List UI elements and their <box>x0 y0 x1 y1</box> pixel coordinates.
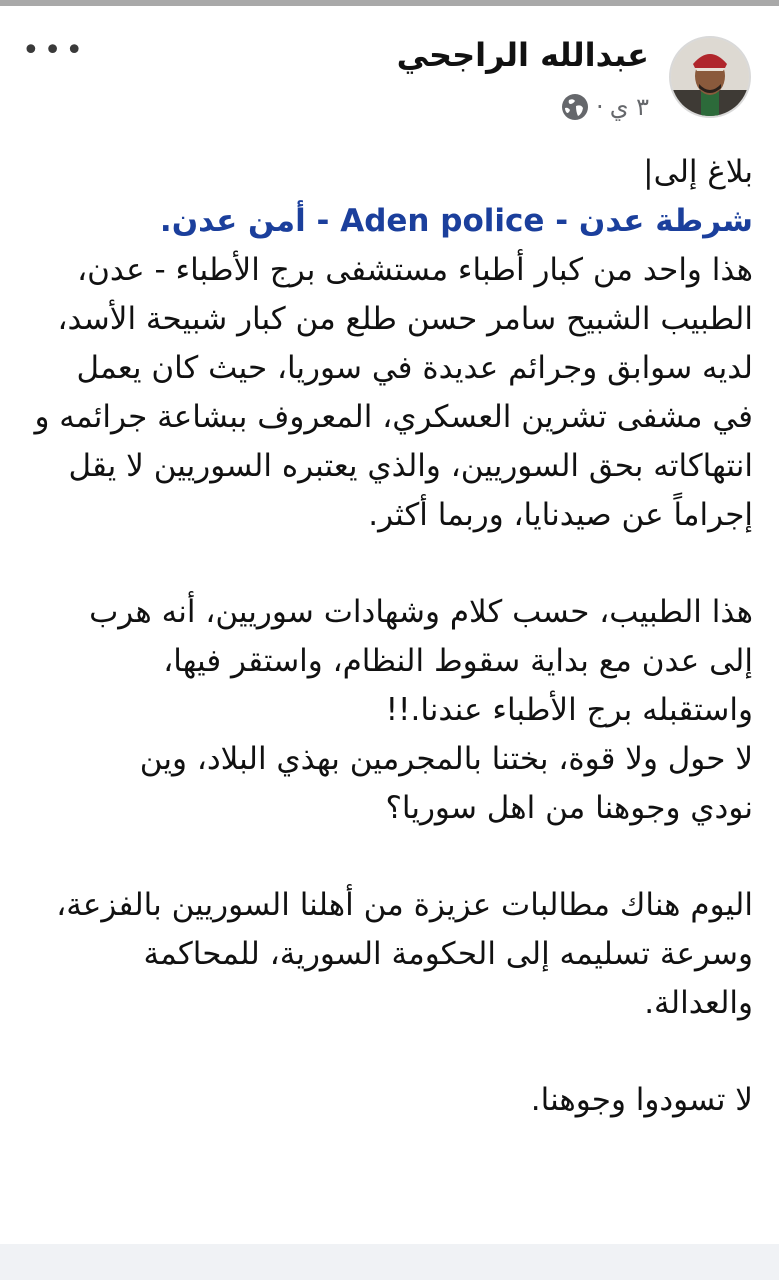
tag-end: . <box>159 203 172 239</box>
tag-separator: - <box>544 203 579 239</box>
tag-separator: - <box>305 203 341 239</box>
post-line: بلاغ إلى| <box>643 154 753 190</box>
post-line: لا حول ولا قوة، بختنا بالمجرمين بهذي البلاد، وين <box>139 741 753 777</box>
post-line: إلى عدن مع بداية سقوط النظام، واستقر فيها، <box>163 643 753 679</box>
feed-separator <box>0 1244 779 1280</box>
author-name[interactable]: عبدالله الراجحي <box>396 36 649 74</box>
post-line: والعدالة. <box>644 985 753 1021</box>
post-line: لديه سوابق وجرائم عديدة في سوريا، حيث كان يعمل <box>76 350 753 386</box>
more-options-icon[interactable]: ••• <box>22 33 88 68</box>
post-line: الطبيب الشبيح سامر حسن طلع من كبار شبيحة الأسد، <box>57 301 753 337</box>
globe-icon <box>560 92 590 122</box>
post-line: إجراماً عن صيدنايا، وربما أكثر. <box>368 497 753 533</box>
post-line: لا تسودوا وجوهنا. <box>530 1082 753 1118</box>
post-line: نودي وجوهنا من اهل سوريا؟ <box>385 790 753 826</box>
post-meta <box>560 92 649 122</box>
tag-aden-police-ar[interactable]: شرطة عدن <box>578 203 753 239</box>
post-line: واستقبله برج الأطباء عندنا.!! <box>385 692 753 728</box>
post-header <box>0 6 779 136</box>
post-line: في مشفى تشرين العسكري، المعروف ببشاعة جرائمه و <box>34 399 753 435</box>
tag-aden-police-en[interactable]: Aden police <box>340 203 545 239</box>
meta-dot: · <box>596 93 604 121</box>
profile-photo <box>671 38 749 116</box>
tag-aden-security[interactable]: أمن عدن <box>171 203 306 239</box>
post-line: وسرعة تسليمه إلى الحكومة السورية، للمحاكمة <box>143 936 753 972</box>
post-time[interactable]: ٣ ي <box>609 93 649 121</box>
post-line: اليوم هناك مطالبات عزيزة من أهلنا السوريين بالفزعة، <box>56 887 753 923</box>
post-text <box>21 148 753 1125</box>
paragraph-gap <box>21 833 753 881</box>
post-line: هذا الطبيب، حسب كلام وشهادات سوريين، أنه هرب <box>89 594 753 630</box>
paragraph-gap <box>21 540 753 588</box>
post-tags-line <box>21 197 753 246</box>
paragraph-gap <box>21 1028 753 1076</box>
post-line: انتهاكاته بحق السوريين، والذي يعتبره السوريين لا يقل <box>68 448 753 484</box>
post-line: هذا واحد من كبار أطباء مستشفى برج الأطباء - عدن، <box>77 252 753 288</box>
author-avatar[interactable] <box>669 36 751 118</box>
